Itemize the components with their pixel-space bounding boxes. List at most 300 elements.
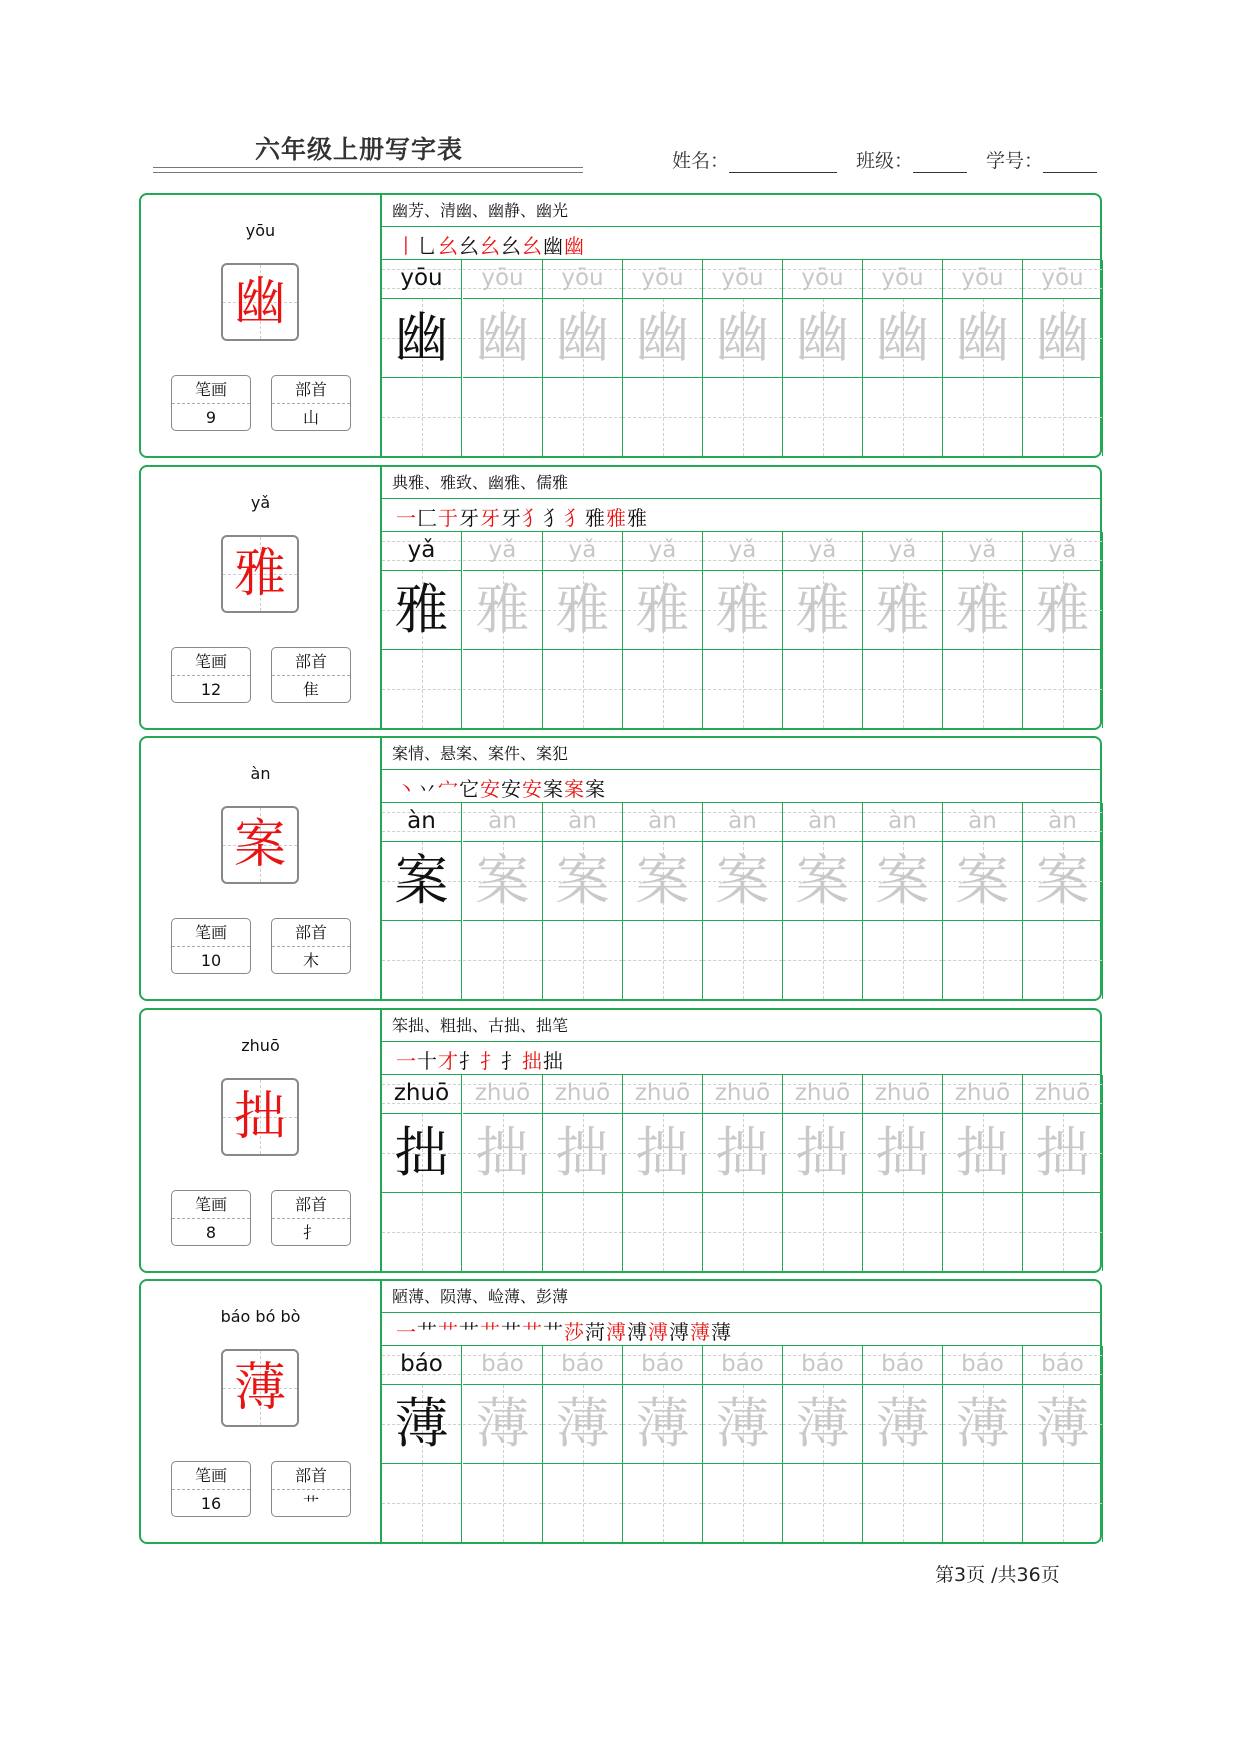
trace-cell[interactable] bbox=[623, 1113, 703, 1192]
stroke-count-label: 笔画 bbox=[172, 1191, 250, 1219]
pinyin-cell[interactable] bbox=[623, 260, 703, 298]
pinyin-cell[interactable] bbox=[623, 803, 703, 841]
char-card bbox=[139, 193, 1102, 458]
blank-practice-cell[interactable] bbox=[543, 649, 623, 728]
pinyin-cell[interactable] bbox=[623, 532, 703, 570]
blank-practice-cell[interactable] bbox=[943, 1463, 1023, 1542]
trace-cell[interactable] bbox=[1023, 1113, 1103, 1192]
trace-cell[interactable] bbox=[783, 1384, 863, 1463]
pinyin-cell bbox=[382, 532, 462, 570]
stroke-step: 牙 bbox=[459, 505, 480, 530]
stroke-step: 艹 bbox=[543, 1319, 564, 1344]
pinyin-cell[interactable] bbox=[703, 803, 783, 841]
blank-practice-cell[interactable] bbox=[463, 1463, 543, 1542]
pinyin-trace: zhuō bbox=[634, 1080, 691, 1106]
char-trace: 幽 bbox=[955, 306, 1010, 369]
blank-practice-cell[interactable] bbox=[463, 920, 543, 999]
char-trace: 案 bbox=[795, 849, 850, 912]
blank-practice-cell[interactable] bbox=[463, 1192, 543, 1271]
pinyin-trace: yōu bbox=[641, 265, 684, 291]
stroke-step: 丷 bbox=[417, 776, 438, 801]
pinyin-trace: zhuō bbox=[714, 1080, 771, 1106]
stroke-count-label: 笔画 bbox=[172, 648, 250, 676]
blank-practice-cell[interactable] bbox=[1023, 920, 1103, 999]
pinyin-cell bbox=[382, 1346, 462, 1384]
blank-practice-cell[interactable] bbox=[382, 649, 462, 728]
stroke-step: 案 bbox=[585, 776, 606, 801]
pinyin-cell[interactable] bbox=[543, 1346, 623, 1384]
pinyin-cell[interactable] bbox=[463, 1075, 543, 1113]
char-trace: 幽 bbox=[555, 306, 610, 369]
stroke-step: 雅 bbox=[606, 505, 627, 530]
char-display-box bbox=[221, 263, 299, 341]
pinyin-cell[interactable] bbox=[943, 1075, 1023, 1113]
stroke-order-row bbox=[382, 770, 1102, 803]
pinyin-cell[interactable] bbox=[1023, 803, 1103, 841]
stroke-step: 幺 bbox=[459, 233, 480, 258]
pinyin-cell[interactable] bbox=[463, 1346, 543, 1384]
name-field[interactable] bbox=[672, 146, 837, 173]
pinyin-trace: báo bbox=[481, 1351, 524, 1377]
trace-cell[interactable] bbox=[543, 298, 623, 377]
pinyin-cell[interactable] bbox=[863, 260, 943, 298]
pinyin-trace: báo bbox=[561, 1351, 604, 1377]
char-display: 拙 bbox=[233, 1087, 286, 1147]
example-words: 典雅、雅致、幽雅、儒雅 bbox=[382, 467, 1102, 499]
char-card bbox=[139, 736, 1102, 1001]
blank-practice-cell[interactable] bbox=[623, 1192, 703, 1271]
trace-cell[interactable] bbox=[1023, 570, 1103, 649]
blank-practice-cell[interactable] bbox=[382, 920, 462, 999]
pinyin-trace: zhuō bbox=[874, 1080, 931, 1106]
stroke-step: 幺 bbox=[501, 233, 522, 258]
stroke-step: 幽 bbox=[564, 233, 585, 258]
stroke-count-value: 12 bbox=[200, 680, 222, 699]
char-trace: 拙 bbox=[875, 1121, 930, 1184]
trace-cell[interactable] bbox=[623, 841, 703, 920]
pinyin-trace: yǎ bbox=[407, 537, 436, 563]
char-info-panel bbox=[141, 467, 382, 728]
pinyin-cell[interactable] bbox=[943, 260, 1023, 298]
trace-cell[interactable] bbox=[863, 298, 943, 377]
stroke-step: 宀 bbox=[438, 776, 459, 801]
char-trace: 幽 bbox=[715, 306, 770, 369]
blank-practice-cell[interactable] bbox=[1023, 377, 1103, 456]
pinyin-trace: yōu bbox=[1041, 265, 1084, 291]
stroke-step: 艹 bbox=[438, 1319, 459, 1344]
pinyin-cell[interactable] bbox=[623, 1075, 703, 1113]
blank-practice-cell[interactable] bbox=[783, 1192, 863, 1271]
stroke-step: 安 bbox=[522, 776, 543, 801]
class-blank[interactable] bbox=[913, 152, 967, 173]
char-trace: 幽 bbox=[475, 306, 530, 369]
pinyin-trace: zhuō bbox=[794, 1080, 851, 1106]
radical-label: 部首 bbox=[272, 376, 350, 404]
blank-practice-cell[interactable] bbox=[543, 377, 623, 456]
blank-practice-cell[interactable] bbox=[943, 1192, 1023, 1271]
char-trace: 案 bbox=[635, 849, 690, 912]
pinyin-trace: àn bbox=[808, 808, 837, 834]
stroke-step: 案 bbox=[543, 776, 564, 801]
trace-cell[interactable] bbox=[463, 1113, 543, 1192]
pinyin-cell bbox=[382, 803, 462, 841]
trace-cell[interactable] bbox=[1023, 1384, 1103, 1463]
pinyin-cell[interactable] bbox=[783, 1346, 863, 1384]
stroke-step: 莎 bbox=[564, 1319, 585, 1344]
name-blank[interactable] bbox=[729, 152, 837, 173]
blank-practice-cell[interactable] bbox=[623, 920, 703, 999]
char-trace: 幽 bbox=[394, 306, 449, 369]
blank-practice-cell[interactable] bbox=[703, 1463, 783, 1542]
pinyin-cell[interactable] bbox=[1023, 260, 1103, 298]
pinyin-trace: yǎ bbox=[808, 537, 837, 563]
blank-practice-cell[interactable] bbox=[943, 649, 1023, 728]
pinyin-trace: báo bbox=[881, 1351, 924, 1377]
blank-practice-cell[interactable] bbox=[943, 920, 1023, 999]
char-trace: 雅 bbox=[475, 578, 530, 641]
trace-cell[interactable] bbox=[543, 1384, 623, 1463]
blank-practice-cell[interactable] bbox=[783, 1463, 863, 1542]
stroke-step: 幺 bbox=[438, 233, 459, 258]
char-trace: 幽 bbox=[875, 306, 930, 369]
pinyin-trace: yǎ bbox=[568, 537, 597, 563]
stroke-count-box bbox=[171, 1461, 251, 1517]
char-trace: 雅 bbox=[555, 578, 610, 641]
stroke-step: 幽 bbox=[543, 233, 564, 258]
trace-cell[interactable] bbox=[463, 570, 543, 649]
char-card bbox=[139, 1008, 1102, 1273]
trace-cell[interactable] bbox=[382, 298, 462, 377]
trace-cell[interactable] bbox=[382, 1113, 462, 1192]
trace-cell[interactable] bbox=[623, 570, 703, 649]
radical-value: 艹 bbox=[302, 1494, 319, 1513]
pinyin-cell[interactable] bbox=[943, 1346, 1023, 1384]
pinyin-trace: yǎ bbox=[1048, 537, 1077, 563]
pinyin-trace: báo bbox=[400, 1351, 443, 1377]
blank-practice-cell[interactable] bbox=[863, 1192, 943, 1271]
trace-cell[interactable] bbox=[783, 841, 863, 920]
stroke-step: 薄 bbox=[711, 1319, 732, 1344]
radical-label: 部首 bbox=[272, 1191, 350, 1219]
pinyin-cell[interactable] bbox=[863, 803, 943, 841]
pinyin-cell[interactable] bbox=[703, 1346, 783, 1384]
stroke-step: 安 bbox=[480, 776, 501, 801]
class-label: 班级： bbox=[856, 150, 914, 172]
trace-cell[interactable] bbox=[783, 1113, 863, 1192]
stroke-step: 十 bbox=[417, 1048, 438, 1073]
pinyin-cell[interactable] bbox=[783, 803, 863, 841]
trace-cell[interactable] bbox=[703, 841, 783, 920]
radical-value: 山 bbox=[302, 408, 319, 427]
stroke-step: 溥 bbox=[669, 1319, 690, 1344]
blank-practice-cell[interactable] bbox=[703, 1192, 783, 1271]
practice-grid bbox=[382, 1075, 1102, 1271]
stroke-step: 一 bbox=[396, 1319, 417, 1344]
pinyin-cell[interactable] bbox=[943, 803, 1023, 841]
pinyin-trace: zhuō bbox=[393, 1080, 450, 1106]
stroke-step: 雅 bbox=[585, 505, 606, 530]
stroke-step: 幺 bbox=[480, 233, 501, 258]
char-trace: 幽 bbox=[1035, 306, 1090, 369]
pinyin-trace: àn bbox=[407, 808, 436, 834]
char-trace: 案 bbox=[955, 849, 1010, 912]
trace-cell[interactable] bbox=[703, 570, 783, 649]
pinyin-trace: yōu bbox=[481, 265, 524, 291]
pinyin-cell[interactable] bbox=[863, 1346, 943, 1384]
stroke-step: 牙 bbox=[501, 505, 522, 530]
char-trace: 拙 bbox=[475, 1121, 530, 1184]
stroke-count-value: 8 bbox=[205, 1223, 217, 1242]
stroke-step: 它 bbox=[459, 776, 480, 801]
pinyin-cell[interactable] bbox=[783, 260, 863, 298]
trace-cell[interactable] bbox=[623, 1384, 703, 1463]
stroke-order-row bbox=[382, 1042, 1102, 1075]
char-info-panel bbox=[141, 1010, 382, 1271]
radical-box bbox=[271, 647, 351, 703]
char-display: 幽 bbox=[233, 272, 286, 332]
pinyin-cell[interactable] bbox=[463, 260, 543, 298]
pinyin-cell[interactable] bbox=[783, 1075, 863, 1113]
pinyin-cell[interactable] bbox=[1023, 1075, 1103, 1113]
char-trace: 薄 bbox=[795, 1392, 850, 1455]
stroke-count-box bbox=[171, 375, 251, 431]
title-underline bbox=[153, 167, 583, 168]
stroke-count-box bbox=[171, 918, 251, 974]
blank-practice-cell[interactable] bbox=[783, 377, 863, 456]
stroke-step: 牙 bbox=[480, 505, 501, 530]
student-id-field[interactable] bbox=[986, 146, 1097, 173]
stroke-count-value: 9 bbox=[205, 408, 217, 427]
blank-practice-cell[interactable] bbox=[543, 1192, 623, 1271]
stroke-count-value: 16 bbox=[200, 1494, 222, 1513]
blank-practice-cell[interactable] bbox=[543, 920, 623, 999]
blank-practice-cell[interactable] bbox=[463, 377, 543, 456]
blank-practice-cell[interactable] bbox=[463, 649, 543, 728]
stroke-step: 丶 bbox=[396, 776, 417, 801]
pinyin-trace: àn bbox=[888, 808, 917, 834]
radical-box bbox=[271, 1190, 351, 1246]
pinyin-cell bbox=[382, 260, 462, 298]
char-trace: 案 bbox=[1035, 849, 1090, 912]
pinyin-cell[interactable] bbox=[543, 803, 623, 841]
char-trace: 薄 bbox=[715, 1392, 770, 1455]
char-trace: 拙 bbox=[795, 1121, 850, 1184]
stroke-step: 乚 bbox=[417, 233, 438, 258]
stroke-count-label: 笔画 bbox=[172, 919, 250, 947]
trace-cell[interactable] bbox=[1023, 298, 1103, 377]
char-trace: 拙 bbox=[1035, 1121, 1090, 1184]
blank-practice-cell[interactable] bbox=[783, 649, 863, 728]
char-display: 案 bbox=[233, 815, 286, 875]
pinyin-cell[interactable] bbox=[943, 532, 1023, 570]
char-trace: 薄 bbox=[475, 1392, 530, 1455]
page-number: 第3页 /共36页 bbox=[935, 1564, 1060, 1586]
trace-cell[interactable] bbox=[943, 841, 1023, 920]
char-pinyin: yōu bbox=[245, 221, 276, 240]
blank-practice-cell[interactable] bbox=[1023, 1463, 1103, 1542]
char-display-box bbox=[221, 806, 299, 884]
char-pinyin: àn bbox=[250, 764, 271, 783]
pinyin-cell[interactable] bbox=[543, 532, 623, 570]
char-display-box bbox=[221, 1349, 299, 1427]
char-pinyin: zhuō bbox=[241, 1036, 280, 1055]
trace-cell[interactable] bbox=[943, 1113, 1023, 1192]
example-words: 幽芳、清幽、幽静、幽光 bbox=[382, 195, 1102, 227]
pinyin-cell[interactable] bbox=[1023, 1346, 1103, 1384]
char-trace: 案 bbox=[875, 849, 930, 912]
char-display-box bbox=[221, 535, 299, 613]
trace-cell[interactable] bbox=[943, 1384, 1023, 1463]
blank-practice-cell[interactable] bbox=[623, 1463, 703, 1542]
pinyin-trace: yǎ bbox=[728, 537, 757, 563]
class-field[interactable] bbox=[856, 146, 967, 173]
stroke-step: 一 bbox=[396, 1048, 417, 1073]
blank-practice-cell[interactable] bbox=[703, 377, 783, 456]
char-trace: 雅 bbox=[715, 578, 770, 641]
trace-cell[interactable] bbox=[863, 841, 943, 920]
pinyin-cell[interactable] bbox=[863, 1075, 943, 1113]
char-trace: 拙 bbox=[955, 1121, 1010, 1184]
stroke-step: 一 bbox=[396, 505, 417, 530]
pinyin-trace: àn bbox=[1048, 808, 1077, 834]
stroke-count-label: 笔画 bbox=[172, 376, 250, 404]
blank-practice-cell[interactable] bbox=[783, 920, 863, 999]
blank-practice-cell[interactable] bbox=[623, 649, 703, 728]
trace-cell[interactable] bbox=[863, 570, 943, 649]
pinyin-trace: báo bbox=[801, 1351, 844, 1377]
trace-cell[interactable] bbox=[463, 1384, 543, 1463]
pinyin-trace: àn bbox=[488, 808, 517, 834]
radical-value: 扌 bbox=[302, 1223, 319, 1242]
blank-practice-cell[interactable] bbox=[1023, 649, 1103, 728]
stroke-order-row bbox=[382, 1313, 1102, 1346]
stroke-step: 菏 bbox=[585, 1319, 606, 1344]
stroke-order-row bbox=[382, 499, 1102, 532]
pinyin-cell[interactable] bbox=[623, 1346, 703, 1384]
radical-box bbox=[271, 375, 351, 431]
blank-practice-cell[interactable] bbox=[1023, 1192, 1103, 1271]
trace-cell[interactable] bbox=[703, 1384, 783, 1463]
stroke-step: 拙 bbox=[543, 1048, 564, 1073]
pinyin-cell[interactable] bbox=[1023, 532, 1103, 570]
pinyin-cell[interactable] bbox=[863, 532, 943, 570]
stroke-step: 拙 bbox=[522, 1048, 543, 1073]
trace-cell[interactable] bbox=[382, 570, 462, 649]
blank-practice-cell[interactable] bbox=[382, 377, 462, 456]
trace-cell[interactable] bbox=[783, 298, 863, 377]
stroke-step: 匚 bbox=[417, 505, 438, 530]
trace-cell[interactable] bbox=[703, 298, 783, 377]
stroke-step: 犭 bbox=[543, 505, 564, 530]
char-trace: 拙 bbox=[635, 1121, 690, 1184]
trace-cell[interactable] bbox=[543, 1113, 623, 1192]
char-trace: 薄 bbox=[875, 1392, 930, 1455]
pinyin-cell[interactable] bbox=[463, 803, 543, 841]
radical-box bbox=[271, 1461, 351, 1517]
char-trace: 案 bbox=[715, 849, 770, 912]
practice-grid bbox=[382, 1346, 1102, 1542]
practice-grid bbox=[382, 803, 1102, 999]
char-display-box bbox=[221, 1078, 299, 1156]
student-id-blank[interactable] bbox=[1043, 152, 1097, 173]
char-trace: 雅 bbox=[955, 578, 1010, 641]
trace-cell[interactable] bbox=[943, 570, 1023, 649]
char-trace: 案 bbox=[555, 849, 610, 912]
char-display: 薄 bbox=[233, 1358, 286, 1418]
trace-cell[interactable] bbox=[543, 841, 623, 920]
pinyin-cell[interactable] bbox=[703, 260, 783, 298]
blank-practice-cell[interactable] bbox=[543, 1463, 623, 1542]
char-trace: 雅 bbox=[875, 578, 930, 641]
trace-cell[interactable] bbox=[382, 1384, 462, 1463]
pinyin-trace: àn bbox=[728, 808, 757, 834]
pinyin-trace: zhuō bbox=[1034, 1080, 1091, 1106]
char-trace: 薄 bbox=[555, 1392, 610, 1455]
blank-practice-cell[interactable] bbox=[703, 920, 783, 999]
trace-cell[interactable] bbox=[863, 1384, 943, 1463]
blank-practice-cell[interactable] bbox=[863, 1463, 943, 1542]
trace-cell[interactable] bbox=[463, 298, 543, 377]
pinyin-cell[interactable] bbox=[543, 260, 623, 298]
pinyin-trace: zhuō bbox=[474, 1080, 531, 1106]
char-trace: 薄 bbox=[635, 1392, 690, 1455]
radical-value: 木 bbox=[302, 951, 319, 970]
blank-practice-cell[interactable] bbox=[703, 649, 783, 728]
pinyin-cell[interactable] bbox=[703, 1075, 783, 1113]
trace-cell[interactable] bbox=[863, 1113, 943, 1192]
pinyin-trace: yōu bbox=[961, 265, 1004, 291]
trace-cell[interactable] bbox=[1023, 841, 1103, 920]
blank-practice-cell[interactable] bbox=[863, 377, 943, 456]
char-trace: 雅 bbox=[1035, 578, 1090, 641]
trace-cell[interactable] bbox=[382, 841, 462, 920]
stroke-step: 雅 bbox=[627, 505, 648, 530]
stroke-step: 于 bbox=[438, 505, 459, 530]
pinyin-cell[interactable] bbox=[543, 1075, 623, 1113]
blank-practice-cell[interactable] bbox=[863, 920, 943, 999]
title-underline-2 bbox=[153, 172, 583, 173]
pinyin-cell[interactable] bbox=[783, 532, 863, 570]
trace-cell[interactable] bbox=[623, 298, 703, 377]
trace-cell[interactable] bbox=[783, 570, 863, 649]
blank-practice-cell[interactable] bbox=[382, 1192, 462, 1271]
pinyin-cell[interactable] bbox=[463, 532, 543, 570]
trace-cell[interactable] bbox=[943, 298, 1023, 377]
blank-practice-cell[interactable] bbox=[863, 649, 943, 728]
char-trace: 幽 bbox=[795, 306, 850, 369]
char-trace: 雅 bbox=[635, 578, 690, 641]
char-trace: 薄 bbox=[955, 1392, 1010, 1455]
blank-practice-cell[interactable] bbox=[943, 377, 1023, 456]
pinyin-cell[interactable] bbox=[703, 532, 783, 570]
char-pinyin: yǎ bbox=[250, 493, 271, 512]
blank-practice-cell[interactable] bbox=[382, 1463, 462, 1542]
trace-cell[interactable] bbox=[463, 841, 543, 920]
pinyin-trace: zhuō bbox=[554, 1080, 611, 1106]
blank-practice-cell[interactable] bbox=[623, 377, 703, 456]
char-trace: 幽 bbox=[635, 306, 690, 369]
trace-cell[interactable] bbox=[703, 1113, 783, 1192]
trace-cell[interactable] bbox=[543, 570, 623, 649]
char-info-panel bbox=[141, 1281, 382, 1542]
stroke-step: 案 bbox=[564, 776, 585, 801]
stroke-count-value: 10 bbox=[200, 951, 222, 970]
stroke-order-row bbox=[382, 227, 1102, 260]
pinyin-trace: yǎ bbox=[648, 537, 677, 563]
stroke-step: 犭 bbox=[564, 505, 585, 530]
pinyin-cell bbox=[382, 1075, 462, 1113]
pinyin-trace: yōu bbox=[561, 265, 604, 291]
